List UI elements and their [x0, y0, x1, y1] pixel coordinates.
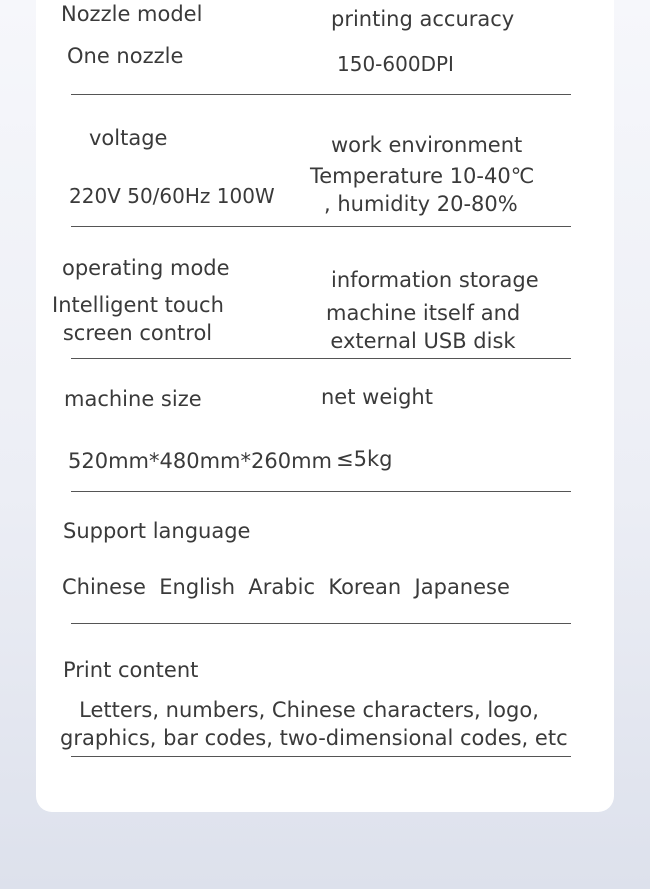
nozzle-model-value: One nozzle: [67, 44, 184, 68]
print-content-value-line1: Letters, numbers, Chinese characters, logo,: [79, 698, 539, 722]
operating-mode-label: operating mode: [62, 256, 230, 280]
machine-size-label: machine size: [64, 387, 202, 411]
voltage-label: voltage: [89, 126, 168, 150]
support-language-value: Chinese English Arabic Korean Japanese: [62, 575, 510, 599]
printing-accuracy-label: printing accuracy: [331, 7, 515, 31]
divider: [71, 756, 571, 757]
divider: [71, 226, 571, 227]
information-storage-value-line1: machine itself and: [326, 301, 521, 325]
support-language-label: Support language: [63, 519, 251, 543]
information-storage-value-line2: external USB disk: [330, 329, 516, 353]
divider: [71, 358, 571, 359]
nozzle-model-label: Nozzle model: [61, 2, 203, 26]
divider: [71, 94, 571, 95]
net-weight-value: ≤5kg: [336, 447, 393, 471]
print-content-value-line2: graphics, bar codes, two-dimensional codes, etc: [60, 726, 568, 750]
information-storage-label: information storage: [331, 268, 539, 292]
voltage-value: 220V 50/60Hz 100W: [69, 184, 275, 208]
print-content-label: Print content: [63, 658, 199, 682]
divider: [71, 623, 571, 624]
work-environment-value-line2: , humidity 20-80%: [324, 192, 518, 216]
work-environment-label: work environment: [331, 133, 523, 157]
machine-size-value: 520mm*480mm*260mm: [68, 449, 332, 473]
operating-mode-value-line2: screen control: [62, 321, 213, 345]
work-environment-value-line1: Temperature 10-40℃: [310, 164, 535, 188]
divider: [71, 491, 571, 492]
printing-accuracy-value: 150-600DPI: [337, 52, 454, 76]
net-weight-label: net weight: [321, 385, 433, 409]
operating-mode-value-line1: Intelligent touch: [52, 293, 224, 317]
